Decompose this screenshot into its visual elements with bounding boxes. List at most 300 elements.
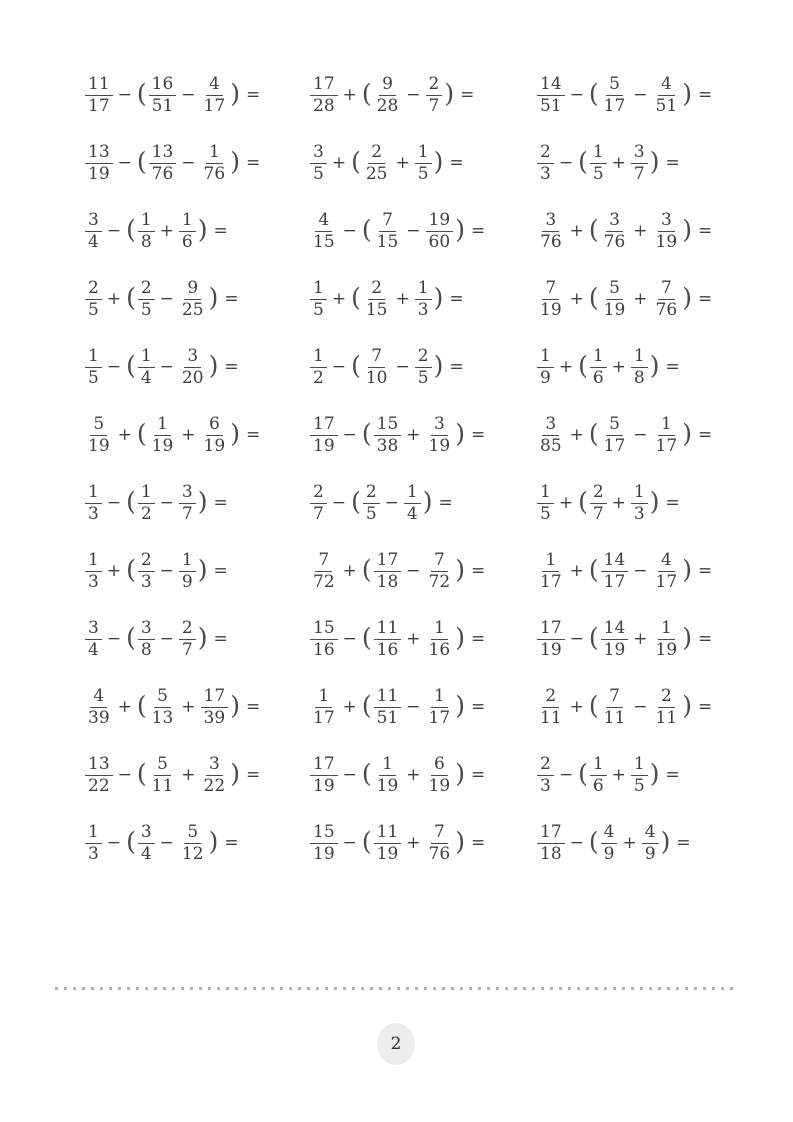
fraction-1-numerator: 1 [85, 823, 102, 843]
close-paren: ) [455, 214, 465, 244]
fraction-2-denominator: 4 [140, 843, 152, 864]
fraction-2-denominator: 25 [365, 163, 388, 184]
open-paren: ( [588, 554, 599, 584]
operator-2: − [159, 492, 174, 513]
fraction-3-numerator: 1 [179, 551, 196, 571]
fraction-1-denominator: 17 [88, 95, 110, 116]
open-paren: ( [588, 690, 599, 720]
open-paren: ( [126, 826, 136, 856]
fraction-3-numerator: 2 [658, 687, 675, 707]
fraction-1-denominator: 15 [313, 231, 335, 252]
fraction-1 [85, 211, 102, 251]
fraction-3-denominator: 51 [655, 95, 678, 116]
fraction-3-denominator: 7 [181, 503, 193, 524]
fraction-1 [537, 755, 554, 795]
fraction-3-numerator: 1 [415, 143, 432, 163]
fraction-1-denominator: 19 [313, 843, 335, 864]
equals-sign: = [245, 424, 261, 445]
fraction-3 [179, 483, 196, 523]
fraction-3-numerator: 3 [206, 755, 223, 775]
fraction-1 [310, 415, 338, 455]
fraction-2 [601, 551, 629, 591]
fraction-2 [374, 755, 402, 795]
fraction-3-numerator: 1 [404, 483, 421, 503]
fraction-3-numerator: 7 [658, 279, 675, 299]
fraction-2-numerator: 1 [154, 415, 171, 435]
open-paren: ( [136, 418, 147, 448]
operator-1: − [331, 492, 347, 513]
fraction-2-denominator: 17 [603, 571, 626, 592]
fraction-3-numerator: 3 [184, 347, 201, 367]
operator-2: − [406, 560, 421, 581]
operator-1: + [342, 84, 357, 105]
operator-2: + [406, 628, 421, 649]
problem [310, 347, 537, 387]
problem [537, 483, 772, 523]
fraction-1 [85, 755, 113, 795]
operator-2: − [406, 84, 421, 105]
equals-sign: = [449, 288, 464, 309]
fraction-1-denominator: 3 [540, 775, 551, 796]
fraction-2 [149, 687, 177, 727]
open-paren: ( [126, 350, 136, 380]
fraction-3-numerator: 3 [631, 143, 648, 163]
fraction-2-numerator: 5 [154, 687, 171, 707]
operator-1: + [106, 560, 122, 581]
fraction-2 [601, 415, 629, 455]
fraction-2-denominator: 16 [376, 639, 399, 660]
fraction-3-denominator: 76 [203, 163, 226, 184]
fraction-1-numerator: 2 [542, 687, 559, 707]
fraction-3-denominator: 19 [428, 775, 451, 796]
operator-2: + [633, 628, 648, 649]
fraction-3-denominator: 20 [181, 367, 204, 388]
operator-1: − [117, 764, 132, 785]
fraction-2-denominator: 17 [603, 435, 626, 456]
fraction-1-numerator: 1 [310, 347, 327, 367]
fraction-2-numerator: 1 [590, 143, 607, 163]
operator-1: + [342, 696, 357, 717]
operator-2: + [406, 764, 421, 785]
fraction-1 [85, 415, 113, 455]
open-paren: ( [361, 78, 372, 108]
fraction-3-denominator: 7 [428, 95, 440, 116]
fraction-1-denominator: 4 [88, 231, 99, 252]
close-paren: ) [422, 486, 433, 516]
fraction-3-denominator: 3 [633, 503, 645, 524]
fraction-2 [601, 211, 629, 251]
fraction-2-numerator: 2 [363, 483, 380, 503]
equals-sign: = [213, 628, 228, 649]
fraction-2-numerator: 3 [138, 823, 155, 843]
open-paren: ( [588, 826, 599, 856]
fraction-3 [201, 143, 229, 183]
close-paren: ) [230, 690, 240, 720]
problem [310, 483, 537, 523]
close-paren: ) [444, 78, 455, 108]
fraction-3-numerator: 17 [201, 687, 229, 707]
fraction-3-numerator: 1 [658, 415, 675, 435]
equals-sign: = [697, 628, 713, 649]
equals-sign: = [245, 696, 261, 717]
fraction-2-numerator: 2 [368, 279, 385, 299]
fraction-2 [138, 211, 155, 251]
close-paren: ) [230, 418, 240, 448]
fraction-2-numerator: 14 [601, 619, 629, 639]
close-paren: ) [682, 690, 692, 720]
operator-1: + [569, 696, 584, 717]
page-number: 2 [390, 1034, 402, 1054]
fraction-1-numerator: 14 [537, 75, 565, 95]
open-paren: ( [588, 418, 599, 448]
operator-2: + [406, 832, 421, 853]
open-paren: ( [351, 282, 361, 312]
problem [310, 823, 537, 863]
fraction-1-numerator: 1 [85, 347, 102, 367]
fraction-1-denominator: 17 [540, 571, 562, 592]
fraction-2-numerator: 7 [368, 347, 385, 367]
fraction-3 [653, 619, 681, 659]
fraction-1-denominator: 3 [540, 163, 551, 184]
operator-2: + [633, 288, 648, 309]
fraction-1 [537, 687, 565, 727]
fraction-3-denominator: 76 [428, 843, 451, 864]
fraction-2-denominator: 11 [151, 775, 174, 796]
close-paren: ) [230, 758, 240, 788]
operator-1: + [569, 560, 584, 581]
operator-1: + [558, 356, 574, 377]
fraction-3-denominator: 17 [428, 707, 451, 728]
fraction-1-denominator: 17 [313, 707, 335, 728]
fraction-3 [653, 279, 681, 319]
fraction-2 [601, 823, 618, 863]
fraction-3-denominator: 60 [428, 231, 451, 252]
operator-1: − [106, 356, 122, 377]
equals-sign: = [676, 832, 691, 853]
fraction-3-denominator: 17 [655, 571, 678, 592]
fraction-3 [653, 211, 681, 251]
close-paren: ) [433, 146, 444, 176]
operator-2: − [633, 696, 648, 717]
fraction-2-numerator: 1 [138, 347, 155, 367]
fraction-1-denominator: 5 [88, 299, 99, 320]
fraction-1-denominator: 19 [540, 299, 562, 320]
problem [85, 551, 310, 591]
fraction-1-numerator: 1 [85, 551, 102, 571]
fraction-2-denominator: 10 [365, 367, 388, 388]
open-paren: ( [361, 690, 372, 720]
equals-sign: = [438, 492, 453, 513]
fraction-2-denominator: 11 [603, 707, 626, 728]
fraction-2 [363, 483, 380, 523]
open-paren: ( [361, 418, 372, 448]
fraction-2-numerator: 7 [379, 211, 396, 231]
fraction-2 [138, 823, 155, 863]
operator-1: − [558, 764, 574, 785]
fraction-3-numerator: 1 [631, 755, 648, 775]
fraction-3-numerator: 3 [179, 483, 196, 503]
operator-2: + [633, 220, 648, 241]
fraction-3-denominator: 76 [655, 299, 678, 320]
fraction-2-numerator: 3 [138, 619, 155, 639]
equals-sign: = [470, 832, 486, 853]
fraction-2-numerator: 14 [601, 551, 629, 571]
problem [85, 211, 310, 251]
open-paren: ( [136, 690, 147, 720]
fraction-2 [374, 211, 402, 251]
fraction-1-denominator: 19 [313, 775, 335, 796]
problem [85, 143, 310, 183]
fraction-1 [537, 279, 565, 319]
equals-sign: = [245, 764, 261, 785]
fraction-3-denominator: 22 [203, 775, 226, 796]
fraction-3 [631, 483, 648, 523]
fraction-2-numerator: 5 [606, 415, 623, 435]
problem [310, 551, 537, 591]
problem [537, 823, 772, 863]
fraction-2-denominator: 8 [140, 639, 152, 660]
fraction-2 [363, 279, 391, 319]
fraction-2 [590, 347, 607, 387]
fraction-1-denominator: 28 [313, 95, 335, 116]
fraction-1-denominator: 4 [88, 639, 99, 660]
fraction-2 [374, 415, 402, 455]
close-paren: ) [649, 758, 660, 788]
open-paren: ( [588, 78, 599, 108]
fraction-2-numerator: 1 [379, 755, 396, 775]
open-paren: ( [351, 486, 361, 516]
operator-1: + [569, 220, 584, 241]
open-paren: ( [578, 350, 588, 380]
fraction-3-denominator: 4 [406, 503, 418, 524]
fraction-1-denominator: 7 [313, 503, 324, 524]
fraction-3-denominator: 19 [655, 231, 678, 252]
fraction-1-numerator: 3 [542, 211, 559, 231]
fraction-2 [149, 415, 177, 455]
fraction-2-numerator: 9 [379, 75, 396, 95]
fraction-3-denominator: 12 [181, 843, 204, 864]
open-paren: ( [588, 214, 599, 244]
equals-sign: = [245, 84, 261, 105]
fraction-3-denominator: 17 [203, 95, 226, 116]
operator-1: + [569, 288, 584, 309]
equals-sign: = [224, 288, 239, 309]
fraction-2-numerator: 4 [601, 823, 618, 843]
open-paren: ( [361, 826, 372, 856]
operator-2: + [611, 492, 626, 513]
equals-sign: = [697, 696, 713, 717]
fraction-3-numerator: 4 [642, 823, 659, 843]
fraction-1-denominator: 19 [88, 163, 110, 184]
problem [310, 211, 537, 251]
problem [85, 75, 310, 115]
fraction-2-denominator: 76 [151, 163, 174, 184]
fraction-1-denominator: 3 [88, 503, 99, 524]
equals-sign: = [697, 220, 713, 241]
operator-1: − [117, 84, 132, 105]
close-paren: ) [682, 78, 692, 108]
equals-sign: = [697, 288, 713, 309]
open-paren: ( [126, 282, 136, 312]
operator-1: + [106, 288, 122, 309]
close-paren: ) [660, 826, 671, 856]
close-paren: ) [433, 350, 444, 380]
fraction-3 [426, 415, 454, 455]
problem [310, 415, 537, 455]
equals-sign: = [665, 492, 680, 513]
problem [310, 75, 537, 115]
close-paren: ) [208, 350, 219, 380]
fraction-3-numerator: 2 [179, 619, 196, 639]
fraction-3 [179, 211, 196, 251]
fraction-1-denominator: 19 [88, 435, 110, 456]
operator-1: − [342, 764, 357, 785]
close-paren: ) [682, 622, 692, 652]
fraction-1-numerator: 13 [85, 755, 113, 775]
fraction-3-denominator: 9 [181, 571, 193, 592]
fraction-1-numerator: 3 [85, 619, 102, 639]
fraction-2-denominator: 15 [365, 299, 388, 320]
fraction-2 [138, 347, 155, 387]
fraction-1-numerator: 1 [542, 551, 559, 571]
problem [85, 755, 310, 795]
fraction-3-denominator: 5 [417, 163, 429, 184]
problem [310, 143, 537, 183]
fraction-2 [601, 279, 629, 319]
fraction-1 [310, 279, 327, 319]
equals-sign: = [224, 832, 239, 853]
operator-1: + [558, 492, 574, 513]
close-paren: ) [455, 622, 465, 652]
fraction-2-denominator: 51 [151, 95, 174, 116]
open-paren: ( [351, 146, 361, 176]
fraction-1-denominator: 19 [313, 435, 335, 456]
fraction-1-denominator: 5 [313, 163, 324, 184]
fraction-3-numerator: 3 [431, 415, 448, 435]
fraction-1 [310, 75, 338, 115]
fraction-3-numerator: 1 [206, 143, 223, 163]
operator-1: − [342, 220, 357, 241]
fraction-1-numerator: 2 [537, 755, 554, 775]
fraction-1-numerator: 1 [537, 347, 554, 367]
fraction-3 [179, 823, 207, 863]
equals-sign: = [449, 356, 464, 377]
operator-1: − [569, 628, 584, 649]
fraction-1 [537, 483, 554, 523]
equals-sign: = [245, 152, 261, 173]
close-paren: ) [433, 282, 444, 312]
fraction-1 [310, 755, 338, 795]
fraction-2-denominator: 8 [140, 231, 152, 252]
equals-sign: = [213, 560, 228, 581]
fraction-3-numerator: 1 [658, 619, 675, 639]
fraction-2-denominator: 19 [151, 435, 174, 456]
operator-1: − [117, 152, 132, 173]
close-paren: ) [455, 690, 465, 720]
fraction-2-numerator: 16 [149, 75, 177, 95]
equals-sign: = [470, 424, 486, 445]
fraction-1-denominator: 18 [540, 843, 562, 864]
fraction-3-numerator: 19 [426, 211, 454, 231]
fraction-1-denominator: 19 [540, 639, 562, 660]
open-paren: ( [578, 758, 588, 788]
fraction-3 [404, 483, 421, 523]
equals-sign: = [470, 628, 486, 649]
operator-1: − [106, 220, 122, 241]
open-paren: ( [126, 554, 136, 584]
fraction-3-denominator: 16 [428, 639, 451, 660]
operator-2: − [406, 696, 421, 717]
fraction-2-numerator: 1 [590, 347, 607, 367]
operator-1: + [331, 152, 347, 173]
fraction-2-denominator: 7 [592, 503, 604, 524]
operator-2: + [159, 220, 174, 241]
fraction-2-numerator: 3 [606, 211, 623, 231]
open-paren: ( [126, 622, 136, 652]
fraction-1-denominator: 76 [540, 231, 562, 252]
fraction-1 [310, 347, 327, 387]
fraction-3 [179, 619, 196, 659]
problem [85, 279, 310, 319]
fraction-3 [201, 755, 229, 795]
operator-1: + [342, 560, 357, 581]
fraction-1-denominator: 3 [88, 571, 99, 592]
fraction-2 [374, 75, 402, 115]
close-paren: ) [197, 622, 208, 652]
open-paren: ( [136, 146, 147, 176]
fraction-2 [363, 347, 391, 387]
fraction-1-numerator: 15 [310, 619, 338, 639]
fraction-3-numerator: 6 [206, 415, 223, 435]
dotted-divider [55, 987, 737, 990]
fraction-2-denominator: 9 [603, 843, 615, 864]
fraction-3 [653, 687, 681, 727]
close-paren: ) [230, 78, 240, 108]
equals-sign: = [213, 492, 228, 513]
fraction-1-numerator: 2 [537, 143, 554, 163]
fraction-1 [537, 823, 565, 863]
fraction-3-denominator: 25 [181, 299, 204, 320]
open-paren: ( [361, 622, 372, 652]
fraction-1 [537, 211, 565, 251]
operator-1: − [342, 832, 357, 853]
fraction-2-denominator: 2 [140, 503, 152, 524]
fraction-1-denominator: 51 [540, 95, 562, 116]
operator-2: − [181, 152, 196, 173]
equals-sign: = [470, 220, 486, 241]
fraction-3 [653, 415, 681, 455]
fraction-2 [149, 75, 177, 115]
fraction-3-numerator: 4 [658, 75, 675, 95]
fraction-3-denominator: 7 [633, 163, 645, 184]
problem [85, 619, 310, 659]
fraction-1-numerator: 3 [310, 143, 327, 163]
fraction-2-numerator: 2 [368, 143, 385, 163]
fraction-3-numerator: 1 [631, 347, 648, 367]
fraction-3-numerator: 1 [431, 687, 448, 707]
fraction-1 [85, 279, 102, 319]
fraction-3-numerator: 2 [415, 347, 432, 367]
equals-sign: = [697, 84, 713, 105]
equals-sign: = [224, 356, 239, 377]
fraction-1 [85, 483, 102, 523]
fraction-1-denominator: 22 [88, 775, 110, 796]
fraction-3-denominator: 19 [203, 435, 226, 456]
fraction-1-denominator: 72 [313, 571, 335, 592]
operator-1: − [331, 356, 347, 377]
close-paren: ) [208, 826, 219, 856]
problem [537, 143, 772, 183]
